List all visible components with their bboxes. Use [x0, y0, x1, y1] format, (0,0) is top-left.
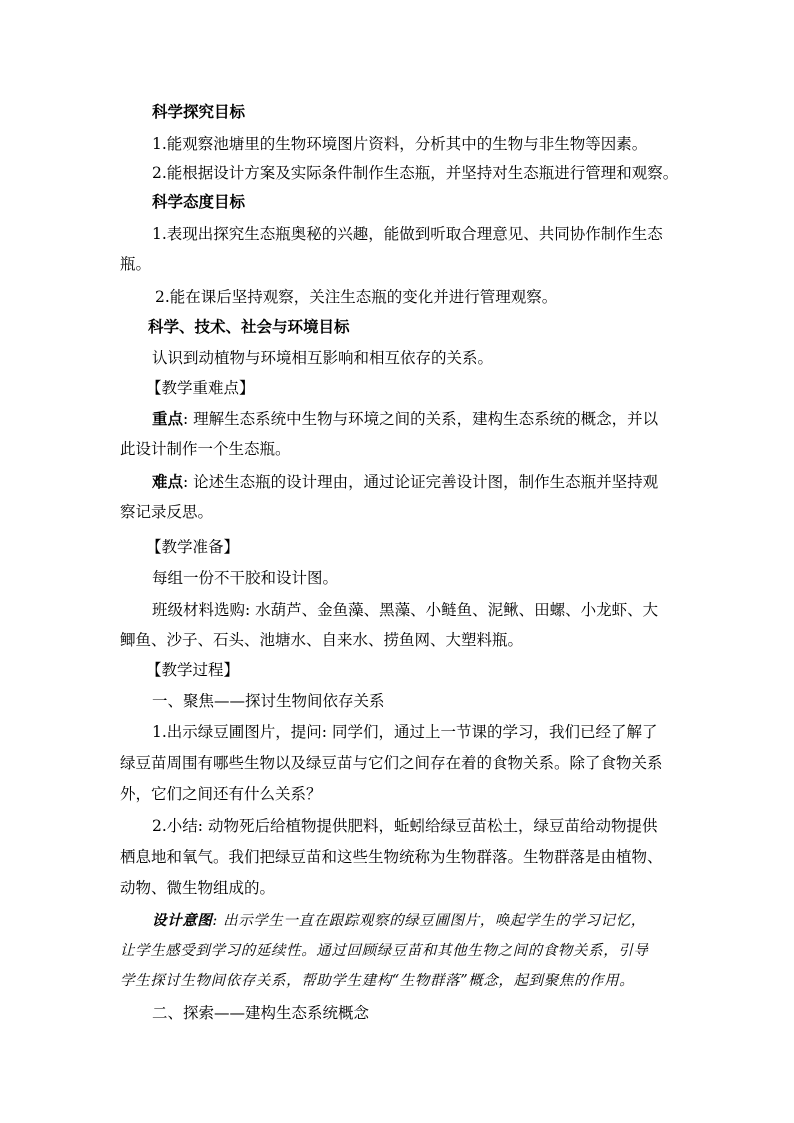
design-intent-line2: 让学生感受到学习的延续性。通过回顾绿豆苗和其他生物之间的食物关系，引导 [120, 943, 649, 959]
preparation-2-line1: 班级材料选购: 水葫芦、金鱼藻、黑藻、小鲢鱼、泥鳅、田螺、小龙虾、大 [152, 601, 659, 619]
heading-society-goals: 科学、技术、社会与环境目标 [148, 317, 350, 336]
preparation-2-line2: 鲫鱼、沙子、石头、池塘水、自来水、捞鱼网、大塑料瓶。 [120, 631, 524, 649]
process-2-line2: 栖息地和氧气。我们把绿豆苗和这些生物统称为生物群落。生物群落是由植物、 [120, 848, 663, 866]
preparation-1: 每组一份不干胶和设计图。 [152, 569, 339, 587]
heading-key-points: 【教学重难点】 [146, 379, 255, 397]
society-goal-1: 认识到动植物与环境相互影响和相互依存的关系。 [152, 349, 494, 367]
process-2-line3: 动物、微生物组成的。 [120, 879, 276, 897]
inquiry-goal-2: 2.能根据设计方案及实际条件制作生态瓶，并坚持对生态瓶进行管理和观察。 [152, 164, 679, 182]
process-2-line1: 2.小结: 动物死后给植物提供肥料，蚯蚓给绿豆苗松土，绿豆苗给动物提供 [152, 817, 658, 835]
heading-inquiry-goals: 科学探究目标 [152, 102, 246, 121]
heading-attitude-goals: 科学态度目标 [152, 192, 246, 211]
section-2-title: 二、探索——建构生态系统概念 [152, 1004, 370, 1022]
process-1-line2: 绿豆苗周围有哪些生物以及绿豆苗与它们之间存在着的食物关系。除了食物关系 [120, 754, 663, 772]
design-intent-line3: 学生探讨生物间依存关系，帮助学生建构“生物群落”概念，起到聚焦的作用。 [120, 973, 635, 989]
design-intent-text: : 出示学生一直在跟踪观察的绿豆圃图片，唤起学生的学习记忆， [212, 913, 646, 929]
heading-process: 【教学过程】 [146, 661, 240, 679]
key-point-text: : 理解生态系统中生物与环境之间的关系，建构生态系统的概念，并以 [183, 410, 659, 428]
inquiry-goal-1: 1.能观察池塘里的生物环境图片资料，分析其中的生物与非生物等因素。 [152, 135, 648, 153]
attitude-goal-2: 2.能在课后坚持观察，关注生态瓶的变化并进行管理观察。 [155, 288, 558, 306]
attitude-goal-1-line2: 瓶。 [120, 255, 152, 273]
key-point-line2: 此设计制作一个生态瓶。 [120, 440, 291, 458]
difficulty-line2: 察记录反思。 [120, 503, 214, 521]
design-intent-line1 [152, 911, 646, 931]
heading-preparation: 【教学准备】 [146, 538, 240, 556]
difficulty-text: : 论述生态瓶的设计理由，通过论证完善设计图，制作生态瓶并坚持观 [183, 473, 659, 491]
key-point-label: 重点 [152, 409, 184, 428]
difficulty-line1 [152, 472, 658, 492]
attitude-goal-1-line1: 1.表现出探究生态瓶奥秘的兴趣，能做到听取合理意见、共同协作制作生态 [152, 225, 663, 243]
process-1-line1: 1.出示绿豆圃图片，提问: 同学们，通过上一节课的学习，我们已经了解了 [152, 723, 658, 741]
difficulty-label: 难点 [152, 472, 184, 491]
process-1-line3: 外，它们之间还有什么关系？ [120, 785, 322, 803]
section-1-title: 一、聚焦——探讨生物间依存关系 [152, 692, 385, 710]
key-point-line1 [152, 409, 658, 429]
design-intent-label: 设计意图 [152, 912, 213, 929]
